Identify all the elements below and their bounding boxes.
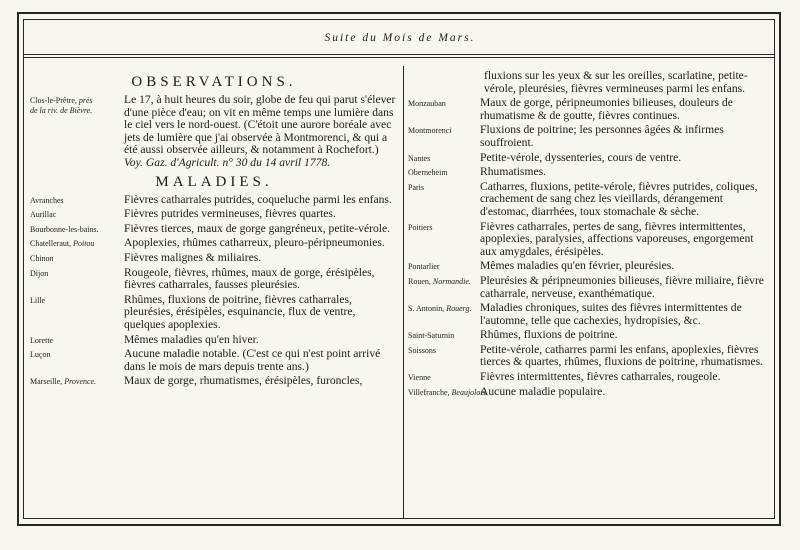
header-rule xyxy=(23,54,775,55)
disease-text: Fièvres intermittentes, fièvres catharrales, rougeole. xyxy=(480,370,721,384)
disease-entry xyxy=(408,166,770,179)
place-label: Avranches xyxy=(30,195,64,205)
disease-text: Fièvres putrides vermineuses, fièvres quartes. xyxy=(124,207,336,221)
place-label: Paris xyxy=(408,182,424,192)
disease-entry xyxy=(30,223,398,236)
place-label: Pontarlier xyxy=(408,262,440,272)
disease-text: Rhûmes, fluxions de poitrine, fièvres catharrales, pleurésies, érésipèles, esquinancie, flux de ventre, quelques apoplexies. xyxy=(124,292,356,331)
place-region: Poitou xyxy=(73,239,95,249)
left-entry-list xyxy=(30,194,398,388)
disease-text: Fièvres tierces, maux de gorge gangréneux, petite-vérole. xyxy=(124,221,391,235)
disease-text: Rhûmes, fluxions de poitrine. xyxy=(480,328,618,342)
disease-text: Fièvres malignes & miliaires. xyxy=(124,250,262,264)
observation-citation: Voy. Gaz. d'Agricult. n° 30 du 14 avril 1778. xyxy=(124,155,331,169)
disease-text: Maux de gorge, rhumatismes, érésipèles, furoncles, xyxy=(124,374,363,388)
right-column xyxy=(408,70,770,398)
disease-entry xyxy=(30,375,398,388)
place-region: Beaujolois xyxy=(451,387,486,397)
disease-text: Rougeole, fièvres, rhûmes, maux de gorge, érésipèles, fièvres catharrales, fausses pleurésies. xyxy=(124,265,375,292)
observation-place-line1: Clos-le-Prêtre, xyxy=(30,96,77,105)
place-label: Monzauban xyxy=(408,99,446,109)
place-region: Normandie. xyxy=(432,276,471,286)
disease-entry xyxy=(30,252,398,265)
place-label: Soissons xyxy=(408,345,437,355)
disease-entry xyxy=(408,344,770,369)
place-region: Rouerg. xyxy=(446,304,472,314)
left-column xyxy=(30,70,398,388)
continued-text: fluxions sur les yeux & sur les oreilles, scarlatine, petite-vérole, pleurésies, fièvres vermineuses parmi les enfans. xyxy=(484,69,748,95)
right-entry-list xyxy=(408,97,770,398)
observation-place-line1-italic: près xyxy=(78,96,93,105)
place-name xyxy=(408,371,480,383)
place-name xyxy=(30,252,124,264)
disease-text: Aucune maladie populaire. xyxy=(480,384,606,398)
disease-text: Mêmes maladies qu'en hiver. xyxy=(124,332,259,346)
disease-text: Mêmes maladies qu'en février, pleurésies. xyxy=(480,259,675,273)
disease-text: Petite-vérole, dyssenteries, cours de ventre. xyxy=(480,150,682,164)
disease-entry xyxy=(408,329,770,342)
disease-entry xyxy=(408,302,770,327)
place-label: Saint-Saturnin xyxy=(408,331,455,341)
column-divider xyxy=(403,66,404,518)
place-label: Villefranche, xyxy=(408,387,450,397)
disease-entry xyxy=(408,152,770,165)
place-label: Oberneheim xyxy=(408,168,448,178)
observation-text-block xyxy=(124,94,398,170)
place-name xyxy=(408,221,480,233)
place-name xyxy=(408,97,480,109)
disease-entry xyxy=(30,348,398,373)
disease-text: Petite-vérole, catharres parmi les enfans, apoplexies, fièvres tierces & quartes, rhûmes, fluxions de poitrine, rhumatismes. xyxy=(480,342,764,369)
place-name xyxy=(408,329,480,341)
maladies-heading: MALADIES. xyxy=(155,173,273,190)
disease-entry xyxy=(408,124,770,149)
place-label: Lorette xyxy=(30,335,54,345)
place-name xyxy=(408,152,480,164)
place-label: Bourbonne-les-bains. xyxy=(30,224,99,234)
place-name xyxy=(30,194,124,206)
disease-text: Aucune maladie notable. (C'est ce qui n'est point arrivé dans le mois de mars depuis trente ans.) xyxy=(124,347,381,373)
place-label: Chinon xyxy=(30,253,54,263)
disease-text: Apoplexies, rhûmes catharreux, pleuro-péripneumonies. xyxy=(124,236,385,250)
disease-entry xyxy=(30,237,398,250)
place-name xyxy=(408,275,480,287)
disease-text: Catharres, fluxions, petite-vérole, fièvres putrides, coliques, crachement de sang chez les vieillards, dérangement d'estomac, diarrhées, toux stomachale & sèche. xyxy=(480,179,758,218)
place-name xyxy=(30,334,124,346)
place-name xyxy=(30,267,124,279)
place-label: Aurillac xyxy=(30,210,57,220)
disease-entry xyxy=(30,294,398,332)
disease-entry xyxy=(408,181,770,219)
place-region: Provence. xyxy=(64,377,97,387)
place-label: Marseille, xyxy=(30,377,63,387)
disease-text: Fluxions de poitrine; les personnes âgées & infirmes souffroient. xyxy=(480,123,724,149)
place-label: Poitiers xyxy=(408,222,433,232)
running-head: Suite du Mois de Mars. xyxy=(324,32,476,44)
observation-place xyxy=(30,94,124,116)
disease-text: Fièvres catharrales putrides, coqueluche parmi les enfans. xyxy=(124,192,392,206)
place-label: Luçon xyxy=(30,350,51,360)
place-name xyxy=(30,237,124,249)
observation-place-line2: de la riv. de Bièvre. xyxy=(30,106,93,115)
observation-entry xyxy=(30,94,398,170)
place-name xyxy=(30,375,124,387)
disease-text: Maux de gorge, péripneumonies bilieuses, douleurs de rhumatisme & de goutte, fièvres continues. xyxy=(480,96,733,122)
place-label: Chatelleraut, xyxy=(30,239,72,249)
place-label: Rouen, xyxy=(408,276,431,286)
place-name xyxy=(30,223,124,235)
disease-entry xyxy=(408,275,770,300)
place-name xyxy=(408,124,480,136)
header-rule-double xyxy=(23,57,775,58)
place-name xyxy=(30,348,124,360)
place-name xyxy=(408,344,480,356)
observations-heading: OBSERVATIONS. xyxy=(131,74,297,90)
place-label: Montmorenci xyxy=(408,126,452,136)
place-label: Dijon xyxy=(30,268,49,278)
place-name xyxy=(408,260,480,272)
place-label: Lille xyxy=(30,295,46,305)
disease-entry xyxy=(408,260,770,273)
disease-entry xyxy=(408,386,770,399)
disease-text: Pleurésies & péripneumonies bilieuses, fièvre miliaire, fièvre catharrale, nerveuse, exanthématique. xyxy=(480,273,764,300)
observation-text: Le 17, à huit heures du soir, globe de feu qui parut s'élever d'une pièce d'eau; on vit en même temps une lumière dans le ciel vers le nord-ouest. (C'étoit une aurore boréale avec jets de lumière que j'ai observée à Montmorenci, & qui a été aussi observée ailleurs, & notamment à Rochefort.) xyxy=(124,93,396,157)
disease-entry xyxy=(30,267,398,292)
disease-entry xyxy=(408,371,770,384)
place-name xyxy=(30,294,124,306)
disease-entry xyxy=(30,194,398,207)
place-name xyxy=(408,166,480,178)
disease-text: Maladies chroniques, suites des fièvres intermittentes de l'automne, telle que cachexies, hydropisies, &c. xyxy=(480,301,742,327)
place-name xyxy=(30,208,124,220)
place-label: Nantes xyxy=(408,153,431,163)
disease-entry xyxy=(30,334,398,347)
disease-entry xyxy=(30,208,398,221)
disease-text: Rhumatismes. xyxy=(480,165,547,179)
place-name xyxy=(408,302,480,314)
place-label: S. Antonin, xyxy=(408,304,445,314)
place-name xyxy=(408,386,486,398)
disease-text: Fièvres catharrales, pertes de sang, fièvres intermittentes, apoplexies, paralysies, affections vaporeuses, engorgement aux amygdales, érésipèles. xyxy=(480,219,754,258)
place-label: Vienne xyxy=(408,373,431,383)
place-name xyxy=(408,181,480,193)
disease-entry xyxy=(408,221,770,259)
disease-entry xyxy=(408,97,770,122)
